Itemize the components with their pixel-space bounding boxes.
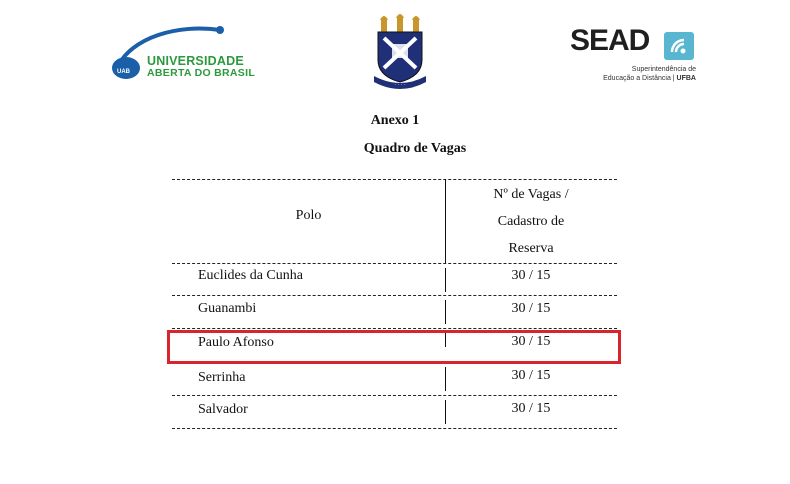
document-subtitle: Quadro de Vagas	[363, 141, 467, 156]
vagas-value: 30 / 15	[511, 268, 551, 283]
sead-logo	[570, 24, 700, 90]
vagas-value: 30 / 15	[511, 301, 551, 316]
uab-logo	[110, 18, 260, 88]
sead-subtitle-2: Educação a Distância | UFBA	[603, 75, 696, 82]
sead-subtitle-1: Superintendência de	[631, 66, 696, 73]
ufba-crest-icon	[370, 14, 430, 96]
sead-wordmark: SEAD	[570, 24, 650, 57]
document-title: Anexo 1	[370, 113, 420, 128]
table-rule	[172, 328, 617, 329]
header-vagas-line1: Nº de Vagas /	[493, 187, 569, 202]
polo-name: Paulo Afonso	[198, 335, 274, 350]
polo-name: Guanambi	[198, 301, 257, 316]
vagas-value: 30 / 15	[511, 368, 551, 383]
table-rule	[172, 263, 617, 264]
table-rule	[172, 179, 617, 180]
uab-abbrev: UAB	[117, 69, 130, 75]
svg-text:· · · ·: · · · ·	[394, 82, 406, 88]
uab-name-line2: ABERTA DO BRASIL	[147, 67, 256, 79]
table-rule	[172, 295, 617, 296]
column-header-vagas	[445, 181, 617, 262]
column-header-polo: Polo	[295, 208, 322, 223]
vagas-value: 30 / 15	[511, 401, 551, 416]
header-vagas-line2: Cadastro de	[497, 214, 565, 229]
header-vagas-line3: Reserva	[508, 241, 554, 256]
polo-name: Salvador	[198, 402, 248, 417]
table-rule	[172, 395, 617, 396]
uab-name-line1: UNIVERSIDADE	[147, 54, 244, 68]
polo-name: Serrinha	[198, 370, 246, 385]
row-highlight-box	[167, 330, 621, 364]
vagas-value: 30 / 15	[511, 334, 551, 349]
polo-name: Euclides da Cunha	[198, 268, 303, 283]
wifi-signal-icon	[664, 32, 694, 60]
table-rule	[172, 428, 617, 429]
